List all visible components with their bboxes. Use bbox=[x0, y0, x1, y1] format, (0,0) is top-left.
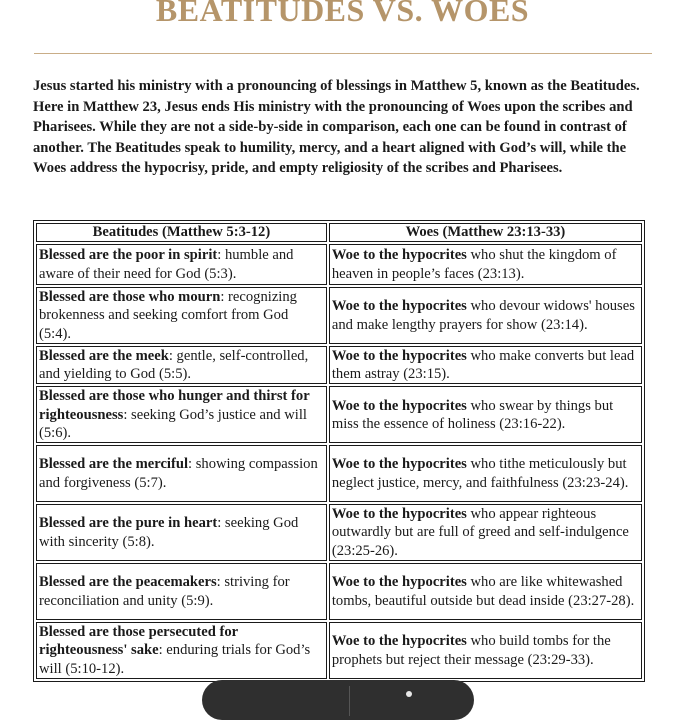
beatitude-lead: Blessed are the poor in spirit bbox=[39, 247, 218, 264]
woe-desc: who devour widows' houses and make lengthy prayers for show (23:14). bbox=[331, 298, 635, 333]
table-row bbox=[36, 244, 642, 285]
woe-desc: who appear righteous outwardly but are full of greed and self-indulgence (23:25-26). bbox=[331, 506, 629, 559]
woe-cell bbox=[329, 287, 642, 344]
header-woes: Woes (Matthew 23:13-33) bbox=[329, 223, 642, 242]
beatitude-desc: : enduring trials for God’s will (5:10-12). bbox=[39, 642, 311, 677]
woe-cell bbox=[329, 504, 642, 561]
beatitude-lead: Blessed are those who mourn bbox=[39, 289, 221, 306]
beatitude-cell bbox=[36, 622, 327, 679]
table-row bbox=[36, 287, 642, 344]
beatitude-lead: Blessed are the meek bbox=[39, 348, 169, 364]
beatitude-cell bbox=[36, 563, 327, 620]
table-row bbox=[36, 622, 642, 679]
beatitude-desc: : seeking God’s justice and will (5:6). bbox=[39, 406, 307, 441]
woe-lead: Woe to the hypocrites bbox=[331, 456, 467, 473]
header-beatitudes: Beatitudes (Matthew 5:3-12) bbox=[36, 223, 327, 242]
table-row bbox=[36, 346, 642, 384]
comparison-table bbox=[33, 220, 645, 682]
page-title: BEATITUDES VS. WOES bbox=[155, 0, 530, 28]
woe-lead: Woe to the hypocrites bbox=[331, 506, 467, 523]
toolbar-divider bbox=[349, 686, 350, 716]
beatitude-lead: Blessed are those who hunger and thirst for righteousness bbox=[39, 388, 310, 423]
beatitude-lead: Blessed are the pure in heart bbox=[39, 515, 218, 532]
woe-lead: Woe to the hypocrites bbox=[331, 247, 467, 264]
woe-cell bbox=[329, 563, 642, 620]
beatitude-desc: : showing compassion and forgiveness (5:7). bbox=[39, 456, 318, 491]
woe-cell bbox=[329, 386, 642, 443]
woe-cell bbox=[329, 622, 642, 679]
beatitude-cell bbox=[36, 346, 327, 384]
table-row bbox=[36, 504, 642, 561]
woe-cell bbox=[329, 244, 642, 285]
beatitude-cell bbox=[36, 386, 327, 443]
woe-cell bbox=[329, 445, 642, 502]
woe-lead: Woe to the hypocrites bbox=[331, 298, 467, 315]
beatitude-desc: : seeking God with sincerity (5:8). bbox=[39, 515, 299, 550]
beatitude-cell bbox=[36, 244, 327, 285]
beatitude-cell bbox=[36, 504, 327, 561]
woe-lead: Woe to the hypocrites bbox=[331, 397, 467, 414]
beatitude-lead: Blessed are the merciful bbox=[39, 456, 189, 473]
beatitude-cell bbox=[36, 445, 327, 502]
intro-paragraph: Jesus started his ministry with a pronouncing of blessings in Matthew 5, known as the Beatitudes. Here in Matthew 23, Jesus ends His ministry with the pronouncing of Woes upon the scribes and Pharisees. While they are not a side-by-side in comparison, each one can be found in contrast of another. The Beatitudes speak to humility, mercy, and a heart aligned with God’s will, while the Woes address the hypocrisy, pride, and empty religiosity of the scribes and Pharisees. bbox=[33, 78, 640, 177]
table-header-row bbox=[36, 223, 642, 242]
table-row bbox=[36, 445, 642, 502]
beatitude-lead: Blessed are those persecuted for righteousness' sake bbox=[39, 624, 238, 659]
beatitude-desc: : striving for reconciliation and unity (5:9). bbox=[39, 574, 290, 609]
woe-desc: who make converts but lead them astray (23:15). bbox=[331, 348, 635, 383]
beatitude-cell bbox=[36, 287, 327, 344]
woe-lead: Woe to the hypocrites bbox=[331, 574, 467, 591]
title-divider bbox=[34, 53, 652, 54]
beatitude-desc: : recognizing brokenness and seeking comfort from God (5:4). bbox=[39, 289, 297, 342]
woe-lead: Woe to the hypocrites bbox=[331, 348, 467, 364]
toolbar-dot-icon[interactable] bbox=[406, 691, 412, 697]
woe-desc: who swear by things but miss the essence of holiness (23:16-22). bbox=[331, 397, 614, 432]
woe-desc: who tithe meticulously but neglect justice, mercy, and faithfulness (23:23-24). bbox=[331, 456, 629, 491]
table-row bbox=[36, 386, 642, 443]
woe-lead: Woe to the hypocrites bbox=[331, 633, 467, 650]
beatitude-desc: : gentle, self-controlled, and yielding to God (5:5). bbox=[39, 348, 309, 383]
woe-desc: who build tombs for the prophets but reject their message (23:29-33). bbox=[331, 633, 611, 668]
beatitude-lead: Blessed are the peacemakers bbox=[39, 574, 217, 591]
floating-toolbar[interactable] bbox=[202, 680, 474, 720]
woe-cell bbox=[329, 346, 642, 384]
table-row bbox=[36, 563, 642, 620]
woe-desc: who shut the kingdom of heaven in people’s faces (23:13). bbox=[331, 247, 617, 282]
woe-desc: who are like whitewashed tombs, beautiful outside but dead inside (23:27-28). bbox=[331, 574, 635, 609]
beatitude-desc: : humble and aware of their need for God (5:3). bbox=[39, 247, 294, 282]
